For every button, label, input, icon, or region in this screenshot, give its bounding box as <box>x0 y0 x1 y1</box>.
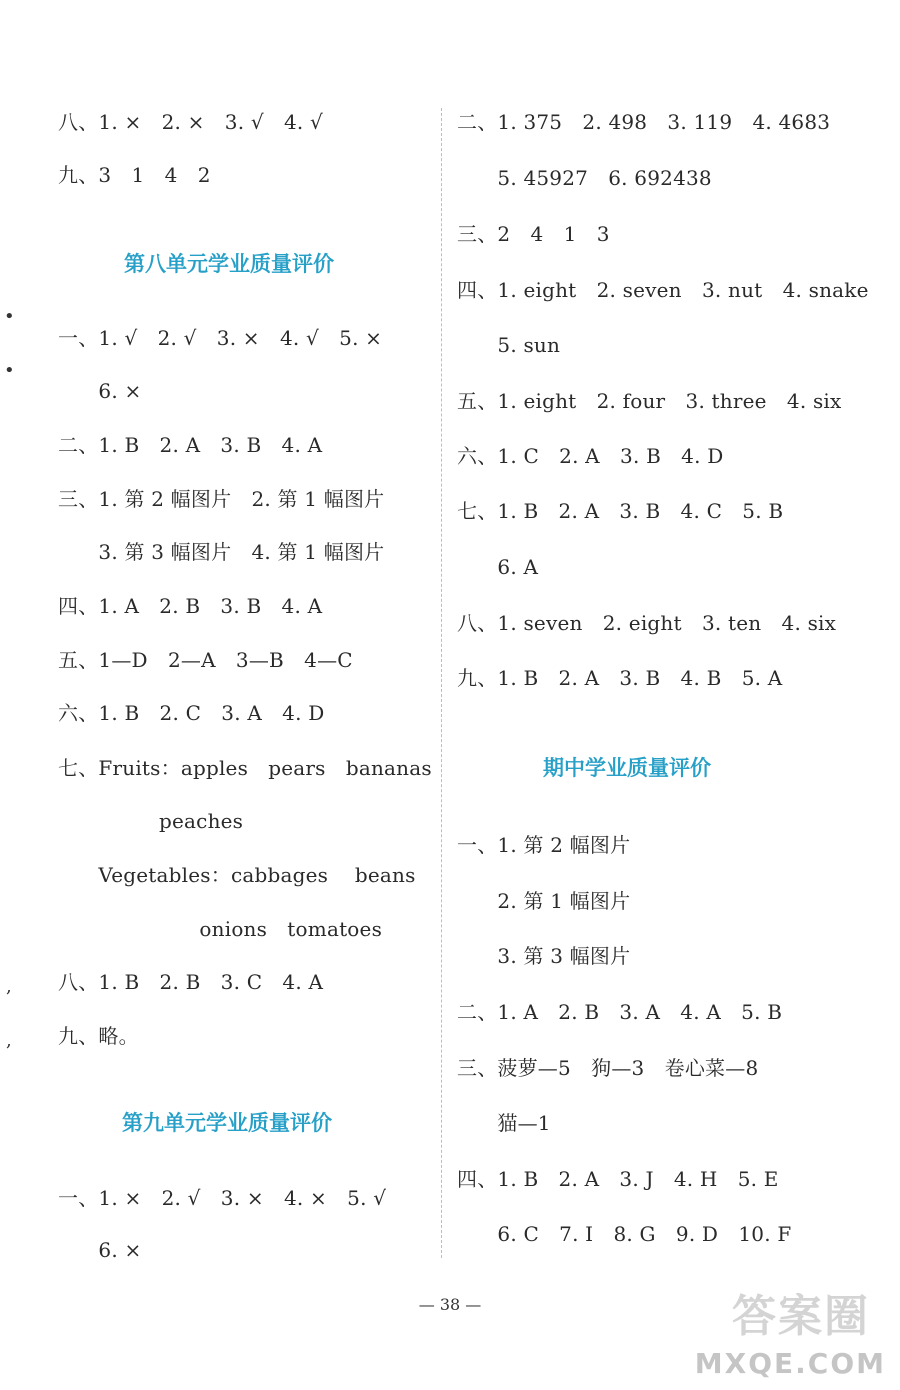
answer-line: 八、1. B 2. B 3. C 4. A <box>58 970 324 994</box>
section-heading-unit8: 第八单元学业质量评价 <box>124 252 334 276</box>
answer-line: 5. sun <box>457 333 561 357</box>
answer-line: onions tomatoes <box>58 917 383 941</box>
answer-line: 七、1. B 2. A 3. B 4. C 5. B <box>457 499 784 523</box>
answer-line: 九、略。 <box>58 1024 139 1048</box>
answer-line: 五、1. eight 2. four 3. three 4. six <box>457 389 842 413</box>
answer-line: 七、Fruits：apples pears bananas <box>58 756 432 780</box>
answer-line: 五、1—D 2—A 3—B 4—C <box>58 648 353 672</box>
answer-line: 八、1. × 2. × 3. √ 4. √ <box>58 110 323 134</box>
answer-line: 一、1. √ 2. √ 3. × 4. √ 5. × <box>58 326 383 350</box>
answer-line: 3. 第 3 幅图片 <box>457 944 631 968</box>
answer-line: 八、1. seven 2. eight 3. ten 4. six <box>457 611 837 635</box>
column-divider <box>441 108 442 1258</box>
answer-line: 5. 45927 6. 692438 <box>457 166 712 190</box>
answer-line: 6. A <box>457 555 539 579</box>
answer-line: 三、菠萝—5 狗—3 卷心菜—8 <box>457 1056 759 1080</box>
scan-mark: , <box>6 1030 12 1051</box>
answer-line: 6. × <box>58 379 142 403</box>
answer-line: 二、1. 375 2. 498 3. 119 4. 4683 <box>457 110 831 134</box>
answer-line: 六、1. B 2. C 3. A 4. D <box>58 701 325 725</box>
answer-line: 二、1. B 2. A 3. B 4. A <box>58 433 323 457</box>
answer-line: 一、1. 第 2 幅图片 <box>457 833 631 857</box>
section-heading-unit9: 第九单元学业质量评价 <box>122 1111 332 1135</box>
answer-line: 四、1. A 2. B 3. B 4. A <box>58 594 323 618</box>
watermark-logo: 答案圈 <box>732 1291 870 1342</box>
answer-line: 猫—1 <box>457 1111 551 1135</box>
answer-line: 2. 第 1 幅图片 <box>457 889 631 913</box>
answer-line: 四、1. eight 2. seven 3. nut 4. snake <box>457 278 869 302</box>
answer-line: 3. 第 3 幅图片 4. 第 1 幅图片 <box>58 540 385 564</box>
answer-line: 三、1. 第 2 幅图片 2. 第 1 幅图片 <box>58 487 385 511</box>
answer-line: 三、2 4 1 3 <box>457 222 610 246</box>
answer-line: 四、1. B 2. A 3. J 4. H 5. E <box>457 1167 779 1191</box>
answer-line: peaches <box>58 809 244 833</box>
scan-mark: • <box>4 360 15 381</box>
section-heading-midterm: 期中学业质量评价 <box>543 756 711 780</box>
answer-line: Vegetables：cabbages beans <box>58 863 416 887</box>
answer-line: 一、1. × 2. √ 3. × 4. × 5. √ <box>58 1186 387 1210</box>
answer-line: 二、1. A 2. B 3. A 4. A 5. B <box>457 1000 783 1024</box>
watermark-url: MXQE.COM <box>694 1347 886 1380</box>
scan-mark: , <box>6 976 12 997</box>
answer-line: 六、1. C 2. A 3. B 4. D <box>457 444 724 468</box>
answer-line: 6. × <box>58 1238 142 1262</box>
answer-line: 九、3 1 4 2 <box>58 163 211 187</box>
answer-line: 6. C 7. I 8. G 9. D 10. F <box>457 1222 792 1246</box>
scan-mark: • <box>4 306 15 327</box>
page-number: — 38 — <box>418 1295 482 1314</box>
answer-line: 九、1. B 2. A 3. B 4. B 5. A <box>457 666 783 690</box>
